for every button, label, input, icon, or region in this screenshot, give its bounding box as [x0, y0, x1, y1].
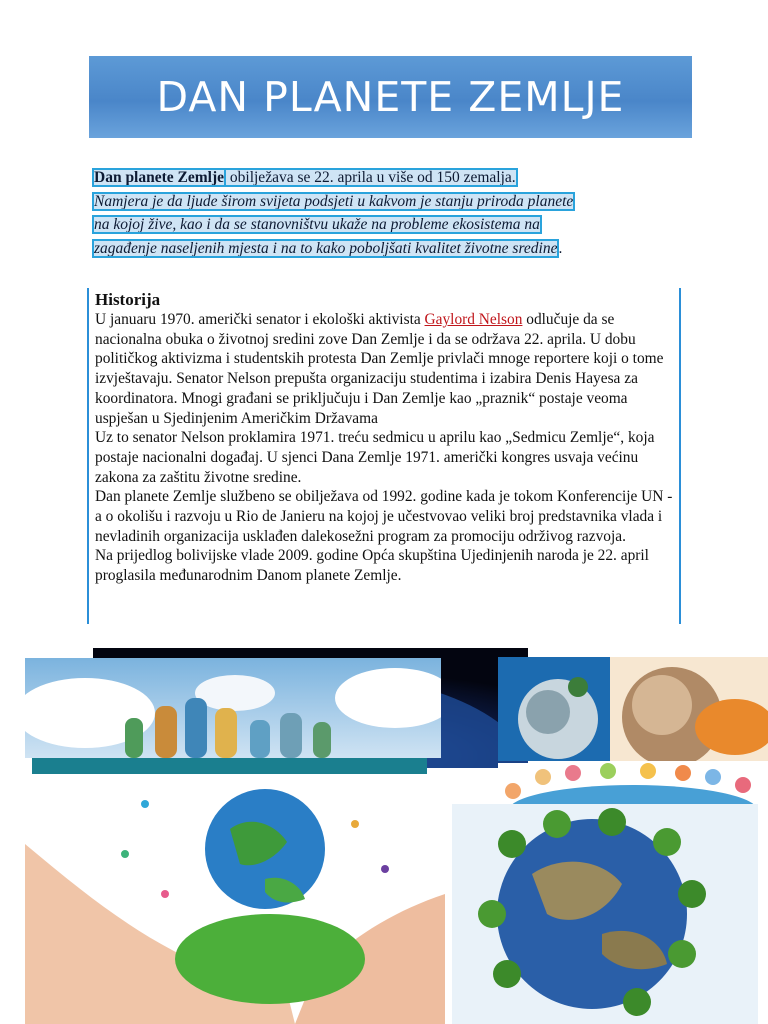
title-banner — [89, 56, 692, 138]
intro-text-1: obilježava se 22. aprila u više od 150 zemalja. — [226, 169, 516, 186]
children-globe-image — [498, 763, 768, 805]
hands-holding-earth-image — [25, 774, 445, 1024]
intro-italic-line-3: zagađenje naseljenih mjesta i na to kako poboljšati kvalitet životne sredine — [94, 239, 558, 257]
hands-sky-image — [25, 658, 441, 758]
planet-orange-image — [610, 657, 768, 761]
gaylord-nelson-link[interactable]: Gaylord Nelson — [424, 311, 523, 328]
history-paragraph-2: Uz to senator Nelson proklamira 1971. treću sedmicu u aprilu kao „Sedmicu Zemlje“, koja postaje nacionalni događaj. U sjenci Dana Zemlje 1971. američki kongres usvaja većinu zakona za zaštitu životne sredine. — [95, 429, 655, 486]
earth-water-globe-image — [498, 657, 610, 761]
green-earth-trees-image — [452, 804, 758, 1024]
history-section — [87, 288, 681, 624]
page-title: DAN PLANETE ZEMLJE — [156, 73, 625, 121]
history-paragraph-4: Na prijedlog bolivijske vlade 2009. godine Općа skupština Ujedinjenih naroda je 22. april proglasila međunarodnim Danom planete Zemlje. — [95, 547, 649, 585]
intro-paragraph — [93, 166, 673, 260]
intro-tail: . — [558, 239, 563, 257]
intro-bold-lead: Dan planete Zemlje — [94, 169, 225, 186]
history-paragraph-1: U januaru 1970. američki senator i ekološki aktivista Gaylord Nelson odlučuje da se nacionalna obuka o životnoj sredini zove Dan Zemlje i da se održava 22. aprila. U dobu političkog aktivizma i studentskih protesta Dan Zemlje privlači mnoge reportere koji o tome izvještavaju. Senator Nelson prepušta organizaciju studentima i izabira Denis Hayesa za koordinatora. Mnogi građani se priključuju i Dan Zemlje kao „praznik“ postaje veoma uspješan u Sjedinjenim Američkim Državama — [95, 311, 664, 427]
intro-italic-line-1: Namjera je da ljude širom svijeta podsjeti u kakvom je stanju priroda planete — [94, 192, 574, 210]
history-heading: Historija — [95, 290, 161, 309]
earth-cyan-strip-image — [32, 758, 427, 774]
history-paragraph-3: Dan planete Zemlje službeno se obilježava od 1992. godine kada je tokom Konferencije UN -a o okolišu i razvoju u Rio de Janieru na kojoj je učestvovao veliki broj predstavnika vlada i nevladinih organizacija usklađen dalekosežni program za promociju održivog razvoja. — [95, 488, 673, 545]
intro-italic-line-2: na kojoj žive, kao i da se stanovništvu ukaže na probleme ekosistema na — [94, 216, 540, 233]
